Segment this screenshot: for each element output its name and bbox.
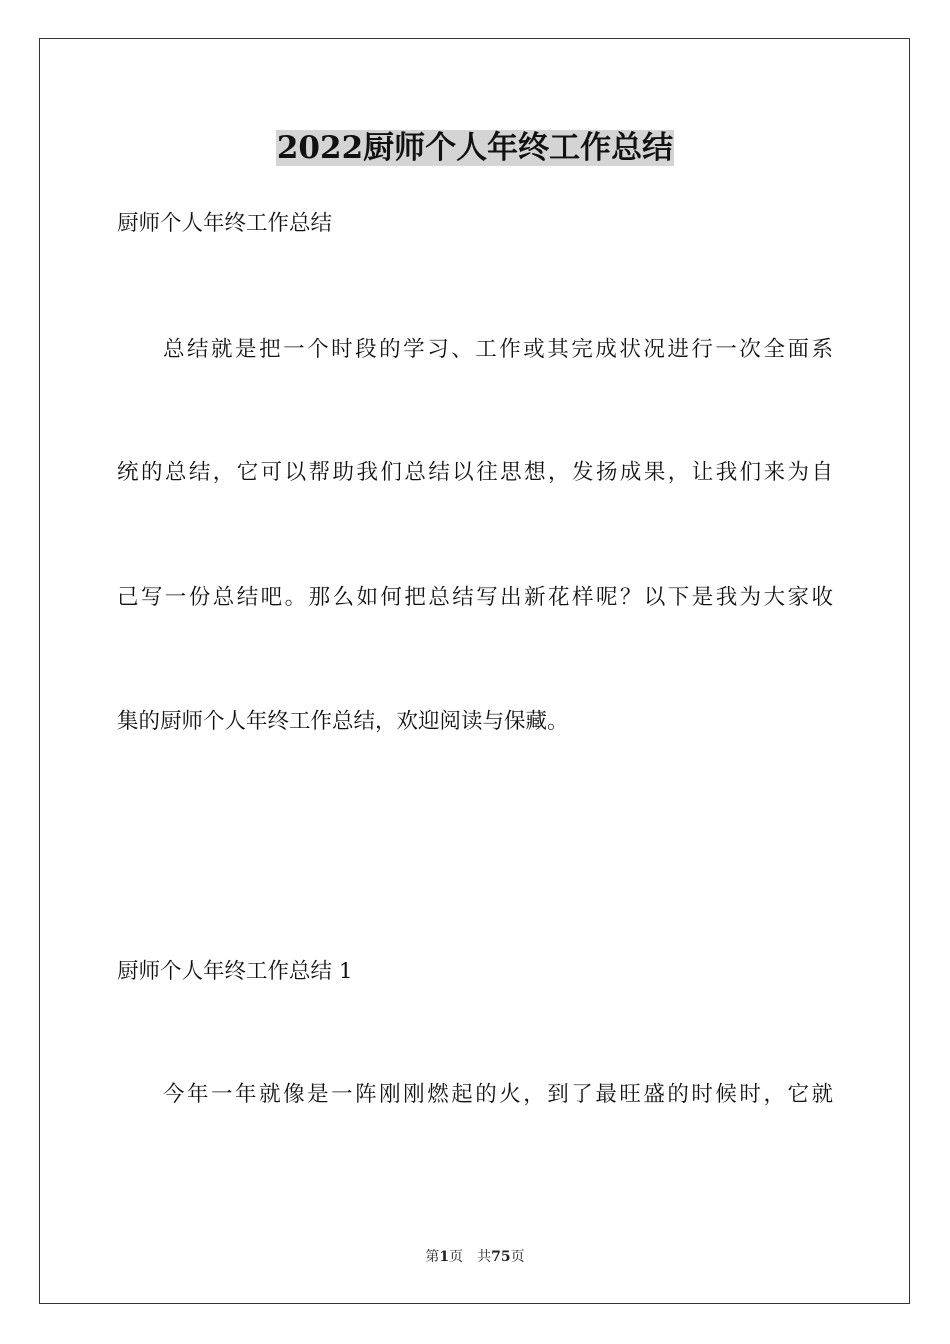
document-title [0,128,950,168]
intro-line-4: 集的厨师个人年终工作总结，欢迎阅读与保藏。 [117,709,569,734]
section-heading: 厨师个人年终工作总结 1 [117,959,353,984]
document-subtitle: 厨师个人年终工作总结 [117,211,333,236]
footer-page-mid: 页 共 [449,1249,492,1265]
intro-line-2: 统的总结，它可以帮助我们总结以往思想，发扬成果，让我们来为自 [117,460,833,485]
document-title-text: 2022厨师个人年终工作总结 [276,130,674,166]
page-number-footer [0,1248,950,1266]
footer-page-prefix: 第 [425,1249,440,1265]
intro-line-3: 己写一份总结吧。那么如何把总结写出新花样呢？以下是我为大家收 [117,585,833,610]
section-line-1: 今年一年就像是一阵刚刚燃起的火，到了最旺盛的时候时，它就 [163,1082,833,1107]
intro-line-1: 总结就是把一个时段的学习、工作或其完成状况进行一次全面系 [163,337,833,362]
footer-page-suffix: 页 [510,1249,525,1265]
footer-total-pages: 75 [491,1249,511,1265]
footer-current-page: 1 [439,1249,450,1265]
